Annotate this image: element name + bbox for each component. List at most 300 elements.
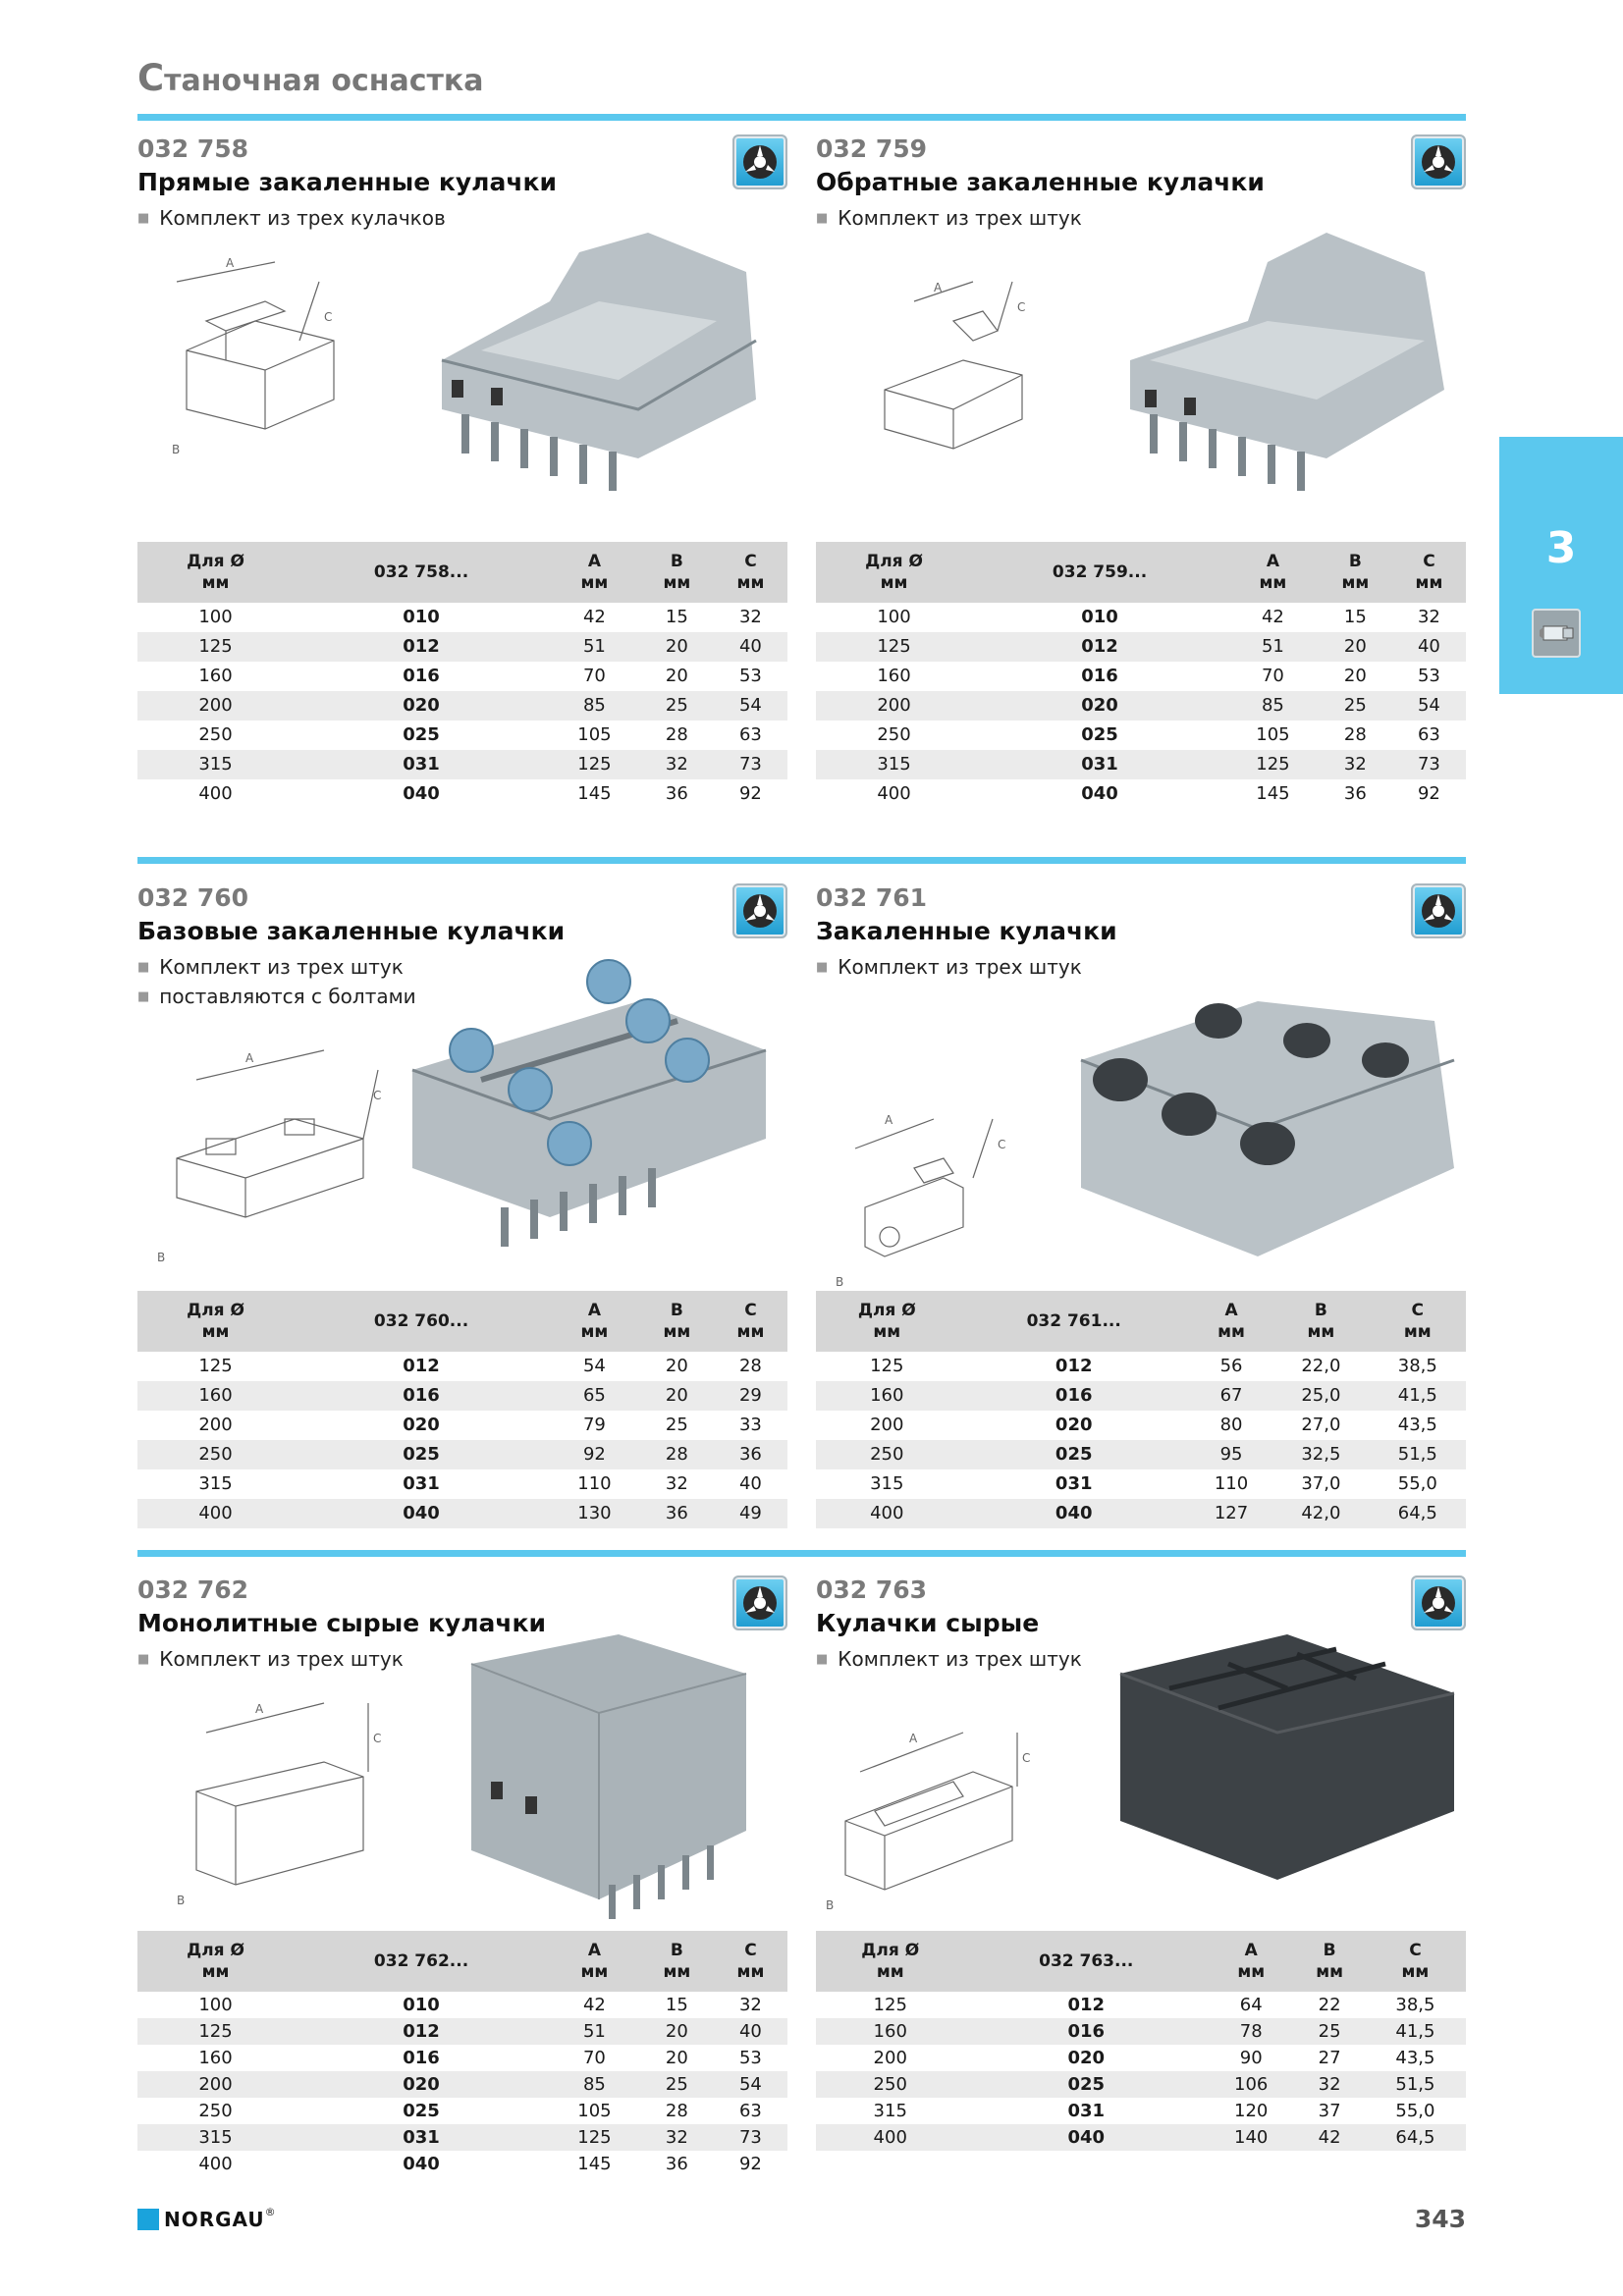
cell-c: 51,5 xyxy=(1365,2071,1466,2098)
jaw-dimension-drawing xyxy=(137,1683,393,1919)
col-b: B мм xyxy=(1294,1931,1364,1992)
cell-b: 25 xyxy=(665,1415,688,1435)
product-photo xyxy=(1110,213,1474,517)
table-header-row xyxy=(816,1931,1466,1992)
product-code: 032 761 xyxy=(816,883,928,912)
cell-a: 70 xyxy=(1261,666,1284,686)
table-row xyxy=(816,779,1466,809)
table-row xyxy=(816,2098,1466,2124)
cell-article: 031 xyxy=(294,750,549,779)
cell-a: 56 xyxy=(1219,1356,1243,1376)
cell-b: 42,0 xyxy=(1272,1499,1369,1528)
cell-article: 020 xyxy=(403,1415,440,1435)
brand-name: NORGAU xyxy=(164,2208,265,2231)
header-rule xyxy=(137,114,1466,121)
cell-c: 73 xyxy=(1392,750,1466,779)
cell-c: 54 xyxy=(714,691,787,721)
cell-c: 54 xyxy=(714,2071,787,2098)
jaw-dimension-drawing xyxy=(816,1090,1032,1306)
cell-a: 145 xyxy=(577,783,612,804)
dim-label-b: B xyxy=(836,1275,844,1289)
cell-a: 79 xyxy=(582,1415,606,1435)
cell-b: 32 xyxy=(665,1473,688,1494)
cell-b: 32 xyxy=(1319,750,1392,779)
dim-label-b: B xyxy=(826,1898,835,1912)
cell-a: 125 xyxy=(549,750,640,779)
cell-article: 040 xyxy=(964,2124,1208,2151)
product-title: Прямые закаленные кулачки xyxy=(137,168,557,196)
cell-diameter: 160 xyxy=(816,2018,964,2045)
cell-b: 22 xyxy=(1318,1995,1341,2015)
cell-c: 51,5 xyxy=(1370,1440,1466,1469)
col-b: B мм xyxy=(640,1931,714,1992)
product-figure xyxy=(816,1634,1466,1929)
cell-a: 130 xyxy=(549,1499,640,1528)
product-photo xyxy=(1110,1634,1464,1929)
product-code: 032 763 xyxy=(816,1575,928,1604)
table-row xyxy=(816,721,1466,750)
cell-a: 42 xyxy=(582,607,606,627)
cell-a: 95 xyxy=(1190,1440,1272,1469)
cell-b: 37 xyxy=(1318,2101,1341,2121)
cell-b: 25 xyxy=(640,691,714,721)
cell-article: 012 xyxy=(294,2018,549,2045)
cell-diameter: 315 xyxy=(137,2124,294,2151)
product-figure xyxy=(137,223,787,517)
dim-label-a: A xyxy=(909,1732,918,1745)
cell-c: 63 xyxy=(1417,724,1440,745)
cell-b: 36 xyxy=(1343,783,1367,804)
cell-a: 64 xyxy=(1239,1995,1263,2015)
cell-b: 27,0 xyxy=(1301,1415,1341,1435)
product-title: Базовые закаленные кулачки xyxy=(137,917,566,945)
section-rule-bottom xyxy=(137,1550,1466,1557)
cell-b: 20 xyxy=(665,1356,688,1376)
cell-diameter: 315 xyxy=(137,750,294,779)
cell-diameter: 250 xyxy=(816,2071,964,2098)
cell-a: 105 xyxy=(577,2101,612,2121)
page-title-cap: С xyxy=(137,57,165,99)
product-code: 032 758 xyxy=(137,134,249,163)
cell-diameter: 200 xyxy=(137,691,294,721)
dim-label-a: A xyxy=(934,281,943,294)
cell-article: 016 xyxy=(1081,666,1118,686)
col-c: C мм xyxy=(1365,1931,1466,1992)
table-row xyxy=(816,750,1466,779)
table-row xyxy=(816,1352,1466,1381)
cell-article: 031 xyxy=(403,1473,440,1494)
cell-b: 20 xyxy=(640,1381,714,1411)
cell-diameter: 160 xyxy=(198,666,233,686)
cell-c: 63 xyxy=(738,2101,762,2121)
three-jaw-chuck-icon xyxy=(732,134,787,189)
dim-label-a: A xyxy=(255,1702,264,1716)
cell-article: 016 xyxy=(294,1381,549,1411)
cell-c: 92 xyxy=(738,783,762,804)
col-diameter: Для Ø мм xyxy=(137,1931,294,1992)
cell-a: 65 xyxy=(549,1381,640,1411)
table-row xyxy=(137,779,787,809)
cell-article: 031 xyxy=(1067,2101,1106,2121)
product-title: Обратные закаленные кулачки xyxy=(816,168,1265,196)
cell-c: 53 xyxy=(738,666,762,686)
col-c: C мм xyxy=(1370,1291,1466,1352)
col-c: C мм xyxy=(1392,542,1466,603)
cell-a: 120 xyxy=(1234,2101,1269,2121)
cell-b: 15 xyxy=(1343,607,1367,627)
cell-b: 20 xyxy=(1319,632,1392,662)
dim-label-b: B xyxy=(177,1894,186,1907)
brand-logo[interactable] xyxy=(137,2205,276,2231)
cell-a: 54 xyxy=(582,1356,606,1376)
product-code: 032 759 xyxy=(816,134,928,163)
jaw-dimension-drawing xyxy=(816,1713,1071,1929)
dim-label-b: B xyxy=(172,443,181,456)
cell-article: 040 xyxy=(958,1499,1190,1528)
cell-c: 49 xyxy=(714,1499,787,1528)
product-title: Закаленные кулачки xyxy=(816,917,1117,945)
table-row xyxy=(137,721,787,750)
table-row xyxy=(137,691,787,721)
cell-c: 55,0 xyxy=(1397,1473,1437,1494)
cell-c: 40 xyxy=(714,2018,787,2045)
cell-c: 53 xyxy=(738,2048,762,2068)
cell-b: 20 xyxy=(640,632,714,662)
table-row xyxy=(816,2071,1466,2098)
cell-b: 28 xyxy=(665,2101,688,2121)
cell-diameter: 400 xyxy=(198,783,233,804)
product-photo xyxy=(422,213,785,517)
col-c: C мм xyxy=(714,1291,787,1352)
dim-label-c: C xyxy=(373,1732,382,1745)
cell-c: 53 xyxy=(1417,666,1440,686)
cell-diameter: 315 xyxy=(198,1473,233,1494)
cell-diameter: 315 xyxy=(870,1473,904,1494)
cell-b: 15 xyxy=(665,1995,688,2015)
product-figure xyxy=(816,942,1466,1289)
cell-article: 025 xyxy=(403,2101,440,2121)
chapter-number: 3 xyxy=(1545,523,1577,573)
cell-article: 016 xyxy=(964,2018,1208,2045)
table-row xyxy=(816,662,1466,691)
cell-diameter: 125 xyxy=(137,2018,294,2045)
cell-diameter: 400 xyxy=(877,783,911,804)
col-a: A мм xyxy=(1190,1291,1272,1352)
table-row xyxy=(816,2018,1466,2045)
cell-diameter: 160 xyxy=(877,666,911,686)
page-title xyxy=(137,57,484,99)
cell-b: 32 xyxy=(1294,2071,1364,2098)
cell-article: 012 xyxy=(1067,1995,1106,2015)
cell-b: 25,0 xyxy=(1272,1381,1369,1411)
cell-diameter: 100 xyxy=(198,1995,233,2015)
cell-c: 32 xyxy=(738,607,762,627)
product-figure xyxy=(137,1634,787,1929)
cell-article: 031 xyxy=(294,2124,549,2151)
table-row xyxy=(137,632,787,662)
col-diameter: Для Ø мм xyxy=(816,1931,964,1992)
cell-c: 92 xyxy=(738,2154,762,2174)
cell-a: 127 xyxy=(1190,1499,1272,1528)
cell-c: 73 xyxy=(714,2124,787,2151)
table-row xyxy=(137,603,787,632)
col-c: C мм xyxy=(714,1931,787,1992)
table-row xyxy=(816,2045,1466,2071)
table-row xyxy=(137,1411,787,1440)
cell-c: 63 xyxy=(738,724,762,745)
product-title: Кулачки сырые xyxy=(816,1609,1040,1637)
cell-article: 025 xyxy=(403,724,440,745)
cell-article: 012 xyxy=(294,632,549,662)
col-a: A мм xyxy=(549,542,640,603)
cell-b: 32 xyxy=(640,750,714,779)
cell-b: 27 xyxy=(1318,2048,1341,2068)
cell-diameter: 125 xyxy=(198,1356,233,1376)
dim-label-c: C xyxy=(324,310,333,324)
cell-c: 43,5 xyxy=(1397,1415,1437,1435)
cell-article: 016 xyxy=(403,666,440,686)
cell-a: 145 xyxy=(577,2154,612,2174)
table-row xyxy=(137,1992,787,2018)
cell-c: 29 xyxy=(714,1381,787,1411)
table-header-row xyxy=(137,1291,787,1352)
cell-article: 016 xyxy=(403,2048,440,2068)
col-c: C мм xyxy=(714,542,787,603)
table-row xyxy=(137,1352,787,1381)
cell-diameter: 160 xyxy=(137,1381,294,1411)
cell-article: 025 xyxy=(1081,724,1118,745)
cell-diameter: 125 xyxy=(870,1356,904,1376)
feature-item: ■ Комплект из трех штук xyxy=(816,205,1466,235)
feature-item: ■ Комплект из трех штук xyxy=(816,954,1466,984)
cell-b: 42 xyxy=(1294,2124,1364,2151)
cell-b: 32 xyxy=(640,2124,714,2151)
col-article: 032 762... xyxy=(294,1931,549,1992)
cell-a: 125 xyxy=(549,2124,640,2151)
cell-diameter: 250 xyxy=(198,2101,233,2121)
col-diameter: Для Ø мм xyxy=(816,1291,958,1352)
cell-a: 70 xyxy=(582,666,606,686)
table-row xyxy=(137,2045,787,2071)
cell-a: 42 xyxy=(1261,607,1284,627)
table-row xyxy=(137,2098,787,2124)
cell-diameter: 200 xyxy=(870,1415,904,1435)
product-032760 xyxy=(137,883,787,1531)
cell-c: 36 xyxy=(714,1440,787,1469)
three-jaw-chuck-icon xyxy=(732,1575,787,1630)
cell-c: 38,5 xyxy=(1397,1356,1437,1376)
cell-article: 031 xyxy=(972,750,1227,779)
jaw-dimension-drawing xyxy=(865,262,1101,517)
cell-b: 20 xyxy=(665,666,688,686)
cell-c: 64,5 xyxy=(1365,2124,1466,2151)
feature-item: ■ Комплект из трех штук xyxy=(137,1646,787,1676)
cell-article: 020 xyxy=(294,691,549,721)
cell-c: 41,5 xyxy=(1370,1381,1466,1411)
cell-article: 040 xyxy=(403,2154,440,2174)
col-article: 032 759... xyxy=(972,542,1227,603)
table-row xyxy=(816,691,1466,721)
cell-diameter: 100 xyxy=(198,607,233,627)
table-header-row xyxy=(137,1931,787,1992)
cell-b: 36 xyxy=(665,783,688,804)
cell-c: 55,0 xyxy=(1395,2101,1435,2121)
table-row xyxy=(816,2124,1466,2151)
cell-b: 20 xyxy=(665,2048,688,2068)
cell-article: 010 xyxy=(403,607,440,627)
col-article: 032 761... xyxy=(958,1291,1190,1352)
cell-b: 36 xyxy=(640,1499,714,1528)
cell-a: 105 xyxy=(1256,724,1290,745)
cell-article: 016 xyxy=(958,1381,1190,1411)
cell-a: 85 xyxy=(549,2071,640,2098)
table-header-row xyxy=(816,1291,1466,1352)
cell-b: 32,5 xyxy=(1272,1440,1369,1469)
cell-b: 15 xyxy=(665,607,688,627)
table-header-row xyxy=(816,542,1466,603)
table-row xyxy=(137,1469,787,1499)
cell-c: 43,5 xyxy=(1395,2048,1435,2068)
cell-a: 140 xyxy=(1208,2124,1294,2151)
cell-c: 28 xyxy=(738,1356,762,1376)
cell-a: 110 xyxy=(1214,1473,1249,1494)
spec-table xyxy=(137,1931,787,2177)
product-032761 xyxy=(816,883,1466,1531)
product-figure xyxy=(137,942,787,1276)
cell-article: 025 xyxy=(964,2071,1208,2098)
cell-diameter: 400 xyxy=(816,1499,958,1528)
product-code: 032 760 xyxy=(137,883,249,912)
table-row xyxy=(137,750,787,779)
table-row xyxy=(137,662,787,691)
cell-article: 031 xyxy=(1055,1473,1093,1494)
cell-diameter: 250 xyxy=(877,724,911,745)
cell-article: 020 xyxy=(1067,2048,1106,2068)
product-figure xyxy=(816,223,1466,517)
cell-b: 20 xyxy=(1343,666,1367,686)
logo-square-icon xyxy=(137,2209,159,2230)
table-row xyxy=(137,2151,787,2177)
product-photo xyxy=(393,942,785,1276)
cell-c: 54 xyxy=(1392,691,1466,721)
table-row xyxy=(816,1469,1466,1499)
col-b: B мм xyxy=(1319,542,1392,603)
cell-a: 78 xyxy=(1208,2018,1294,2045)
cell-a: 110 xyxy=(577,1473,612,1494)
col-b: B мм xyxy=(640,1291,714,1352)
three-jaw-chuck-icon xyxy=(1411,1575,1466,1630)
col-article: 032 760... xyxy=(294,1291,549,1352)
table-row xyxy=(137,1440,787,1469)
cell-c: 33 xyxy=(738,1415,762,1435)
cell-diameter: 125 xyxy=(137,632,294,662)
cell-c: 92 xyxy=(1417,783,1440,804)
cell-a: 85 xyxy=(549,691,640,721)
cell-diameter: 160 xyxy=(198,2048,233,2068)
cell-a: 125 xyxy=(1227,750,1319,779)
product-032762 xyxy=(137,1575,787,2184)
spec-table xyxy=(816,542,1466,809)
product-code: 032 762 xyxy=(137,1575,249,1604)
col-diameter: Для Ø мм xyxy=(137,1291,294,1352)
col-a: A мм xyxy=(549,1931,640,1992)
cell-b: 36 xyxy=(665,2154,688,2174)
product-032763 xyxy=(816,1575,1466,2184)
table-row xyxy=(137,2018,787,2045)
table-row xyxy=(137,1499,787,1528)
product-photo xyxy=(461,1634,785,1929)
feature-item: ■ Комплект из трех штук xyxy=(816,1646,1466,1676)
col-article: 032 763... xyxy=(964,1931,1208,1992)
three-jaw-chuck-icon xyxy=(1411,134,1466,189)
cell-a: 51 xyxy=(549,2018,640,2045)
product-title: Монолитные сырые кулачки xyxy=(137,1609,547,1637)
cell-a: 80 xyxy=(1219,1415,1243,1435)
dim-label-b: B xyxy=(157,1251,166,1264)
cell-a: 67 xyxy=(1190,1381,1272,1411)
cell-article: 012 xyxy=(1055,1356,1093,1376)
cell-c: 73 xyxy=(714,750,787,779)
three-jaw-chuck-icon xyxy=(732,883,787,938)
cell-b: 28 xyxy=(1343,724,1367,745)
table-row xyxy=(816,603,1466,632)
cell-b: 37,0 xyxy=(1301,1473,1341,1494)
cell-article: 012 xyxy=(403,1356,440,1376)
cell-b: 25 xyxy=(1319,691,1392,721)
cell-article: 010 xyxy=(403,1995,440,2015)
table-row xyxy=(137,2071,787,2098)
cell-diameter: 250 xyxy=(198,724,233,745)
three-jaw-chuck-icon xyxy=(1411,883,1466,938)
cell-c: 40 xyxy=(714,632,787,662)
cell-diameter: 160 xyxy=(816,1381,958,1411)
col-a: A мм xyxy=(1208,1931,1294,1992)
cell-c: 40 xyxy=(738,1473,762,1494)
cell-c: 64,5 xyxy=(1370,1499,1466,1528)
tool-holder-icon xyxy=(1532,609,1581,658)
cell-a: 51 xyxy=(1227,632,1319,662)
dim-label-a: A xyxy=(245,1051,254,1065)
cell-diameter: 100 xyxy=(877,607,911,627)
cell-a: 51 xyxy=(549,632,640,662)
cell-article: 012 xyxy=(972,632,1227,662)
cell-b: 22,0 xyxy=(1301,1356,1341,1376)
brand-mark: ® xyxy=(264,2205,276,2218)
cell-b: 25 xyxy=(1294,2018,1364,2045)
spec-table xyxy=(137,1291,787,1528)
cell-a: 90 xyxy=(1239,2048,1263,2068)
page-title-rest: таночная оснастка xyxy=(164,64,484,98)
cell-c: 32 xyxy=(1417,607,1440,627)
cell-a: 106 xyxy=(1208,2071,1294,2098)
dim-label-c: C xyxy=(373,1089,382,1102)
cell-b: 28 xyxy=(640,1440,714,1469)
cell-diameter: 200 xyxy=(873,2048,907,2068)
table-row xyxy=(816,1499,1466,1528)
dim-label-a: A xyxy=(226,256,235,270)
cell-c: 40 xyxy=(1392,632,1466,662)
dim-label-c: C xyxy=(1022,1751,1031,1765)
table-row xyxy=(816,1992,1466,2018)
col-diameter: Для Ø мм xyxy=(137,542,294,603)
cell-diameter: 250 xyxy=(137,1440,294,1469)
col-a: A мм xyxy=(1227,542,1319,603)
cell-diameter: 400 xyxy=(816,2124,964,2151)
jaw-dimension-drawing xyxy=(137,223,373,478)
cell-article: 025 xyxy=(958,1440,1190,1469)
col-b: B мм xyxy=(1272,1291,1369,1352)
jaw-dimension-drawing xyxy=(137,1041,393,1276)
